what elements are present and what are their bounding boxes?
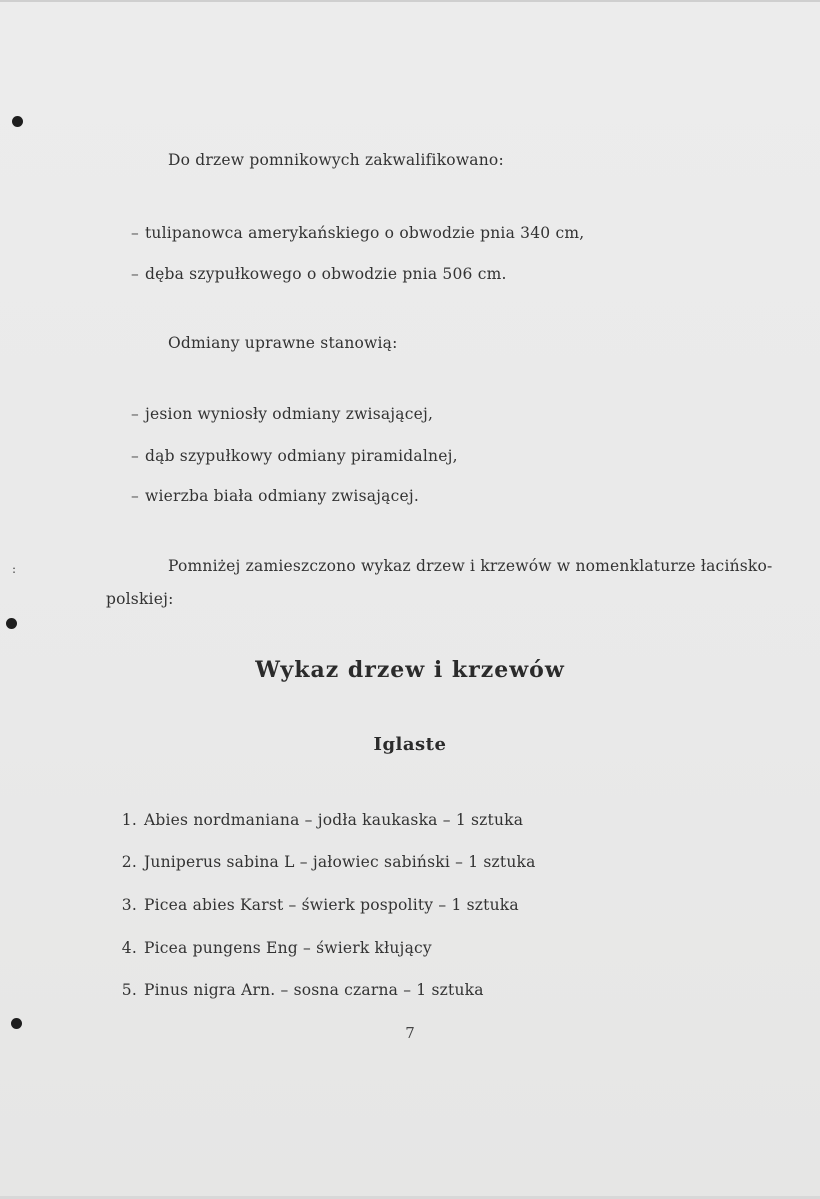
list-item: 1. Abies nordmaniana – jodła kaukaska – 1 sztuka [121,811,524,829]
cultivars-intro: Odmiany uprawne stanowią: [168,334,398,352]
top-edge [0,0,820,2]
list-item: 2. Juniperus sabina L – jałowiec sabiński – 1 sztuka [121,853,536,871]
punch-hole [12,116,23,127]
list-item: 3. Picea abies Karst – świerk pospolity – 1 sztuka [121,896,519,914]
margin-mark: : [12,562,17,576]
bullet-item: – dąb szypułkowy odmiany piramidalnej, [131,447,458,465]
list-intro-line-2: polskiej: [106,590,174,608]
bullet-item: – tulipanowca amerykańskiego o obwodzie pnia 340 cm, [131,224,585,242]
section-title: Wykaz drzew i krzewów [255,657,565,683]
bullet-item: – jesion wyniosły odmiany zwisającej, [131,405,434,423]
bullet-item: – wierzba biała odmiany zwisającej. [131,487,420,505]
intro-paragraph: Do drzew pomnikowych zakwalifikowano: [168,151,504,169]
list-item: 5. Pinus nigra Arn. – sosna czarna – 1 sztuka [121,981,484,999]
list-intro-line-1: Pomniżej zamieszczono wykaz drzew i krzewów w nomenklaturze łacińsko- [168,557,773,575]
list-item: 4. Picea pungens Eng – świerk kłujący [121,939,432,957]
subsection-title: Iglaste [373,734,447,755]
page-number: 7 [405,1024,415,1042]
bullet-item: – dęba szypułkowego o obwodzie pnia 506 cm. [131,265,507,283]
punch-hole [6,618,17,629]
